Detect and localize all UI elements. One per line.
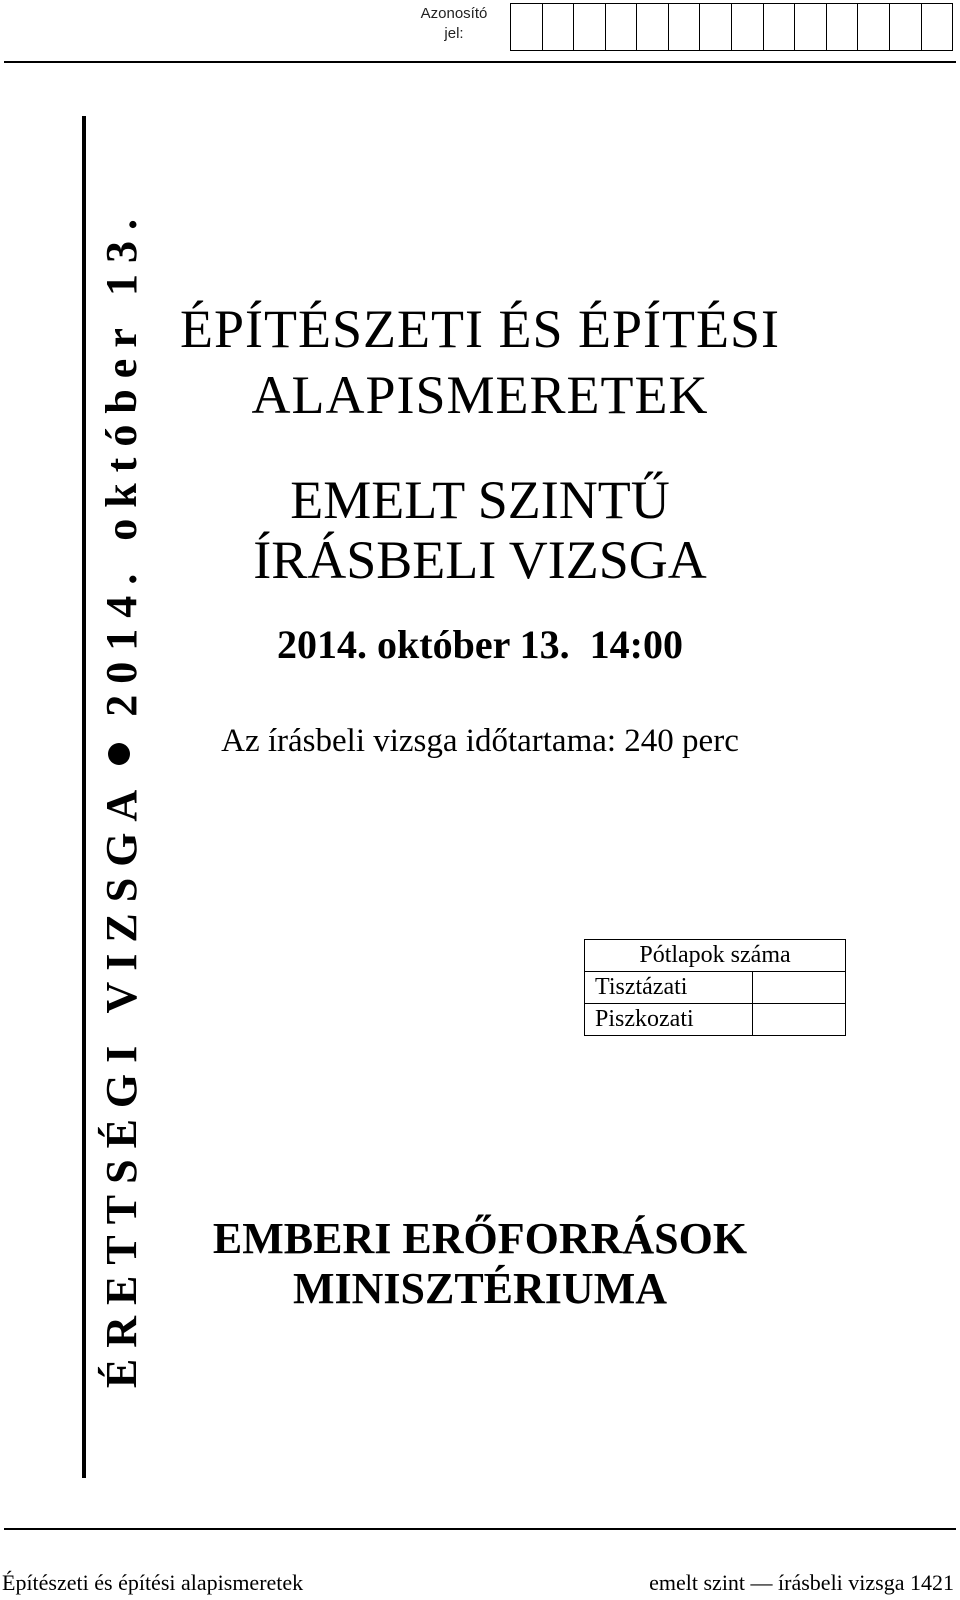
table-row bbox=[585, 1004, 846, 1036]
identifier-code-box[interactable] bbox=[795, 4, 827, 50]
draft-count-field[interactable] bbox=[753, 1004, 846, 1036]
exam-level bbox=[100, 470, 860, 590]
identifier-code-box[interactable] bbox=[922, 4, 953, 50]
side-banner-date: 2014. október 13. bbox=[96, 207, 146, 717]
clean-copy-count-field[interactable] bbox=[753, 972, 846, 1004]
identifier-label: Azonosító jel: bbox=[420, 5, 488, 42]
extra-sheets-header-row bbox=[585, 940, 846, 972]
identifier-code-box[interactable] bbox=[764, 4, 796, 50]
exam-duration: Az írásbeli vizsga időtartama: 240 perc bbox=[221, 723, 739, 759]
footer-exam-info: emelt szint — írásbeli vizsga 1421 bbox=[649, 1570, 954, 1595]
side-banner-exam: ÉRETTSÉGI VIZSGA bbox=[96, 778, 146, 1389]
exam-level-line-2: ÍRÁSBELI VIZSGA bbox=[253, 530, 707, 590]
identifier-code-box[interactable] bbox=[511, 4, 543, 50]
identifier-code-box[interactable] bbox=[637, 4, 669, 50]
ministry-line-2: MINISZTÉRIUMA bbox=[292, 1264, 668, 1313]
table-row bbox=[585, 972, 846, 1004]
exam-date: 2014. október 13. 14:00 bbox=[277, 622, 683, 667]
identifier-code-box[interactable] bbox=[543, 4, 575, 50]
exam-title-line-1: ÉPÍTÉSZETI ÉS ÉPÍTÉSI bbox=[180, 299, 780, 359]
exam-level-line-1: EMELT SZINTŰ bbox=[290, 470, 670, 530]
extra-sheets-table bbox=[584, 939, 846, 1036]
identifier-code-box[interactable] bbox=[669, 4, 701, 50]
exam-title bbox=[100, 296, 860, 428]
footer-divider bbox=[4, 1528, 956, 1530]
identifier-code-box[interactable] bbox=[700, 4, 732, 50]
ministry-name bbox=[100, 1214, 860, 1314]
extra-sheets-header: Pótlapok száma bbox=[585, 940, 846, 972]
exam-title-line-2: ALAPISMERETEK bbox=[251, 365, 709, 425]
identifier-code-box[interactable] bbox=[574, 4, 606, 50]
side-divider bbox=[82, 116, 86, 1478]
identifier-code-box[interactable] bbox=[858, 4, 890, 50]
header-divider bbox=[4, 61, 956, 63]
footer-subject: Építészeti és építési alapismeretek bbox=[2, 1570, 304, 1595]
ministry-line-1: EMBERI ERŐFORRÁSOK bbox=[212, 1214, 748, 1263]
identifier-code-box[interactable] bbox=[827, 4, 859, 50]
identifier-code-boxes[interactable] bbox=[510, 3, 953, 51]
identifier-code-box[interactable] bbox=[732, 4, 764, 50]
identifier-code-box[interactable] bbox=[890, 4, 922, 50]
clean-copy-label: Tisztázati bbox=[585, 972, 753, 1004]
draft-label: Piszkozati bbox=[585, 1004, 753, 1036]
identifier-code-box[interactable] bbox=[606, 4, 638, 50]
